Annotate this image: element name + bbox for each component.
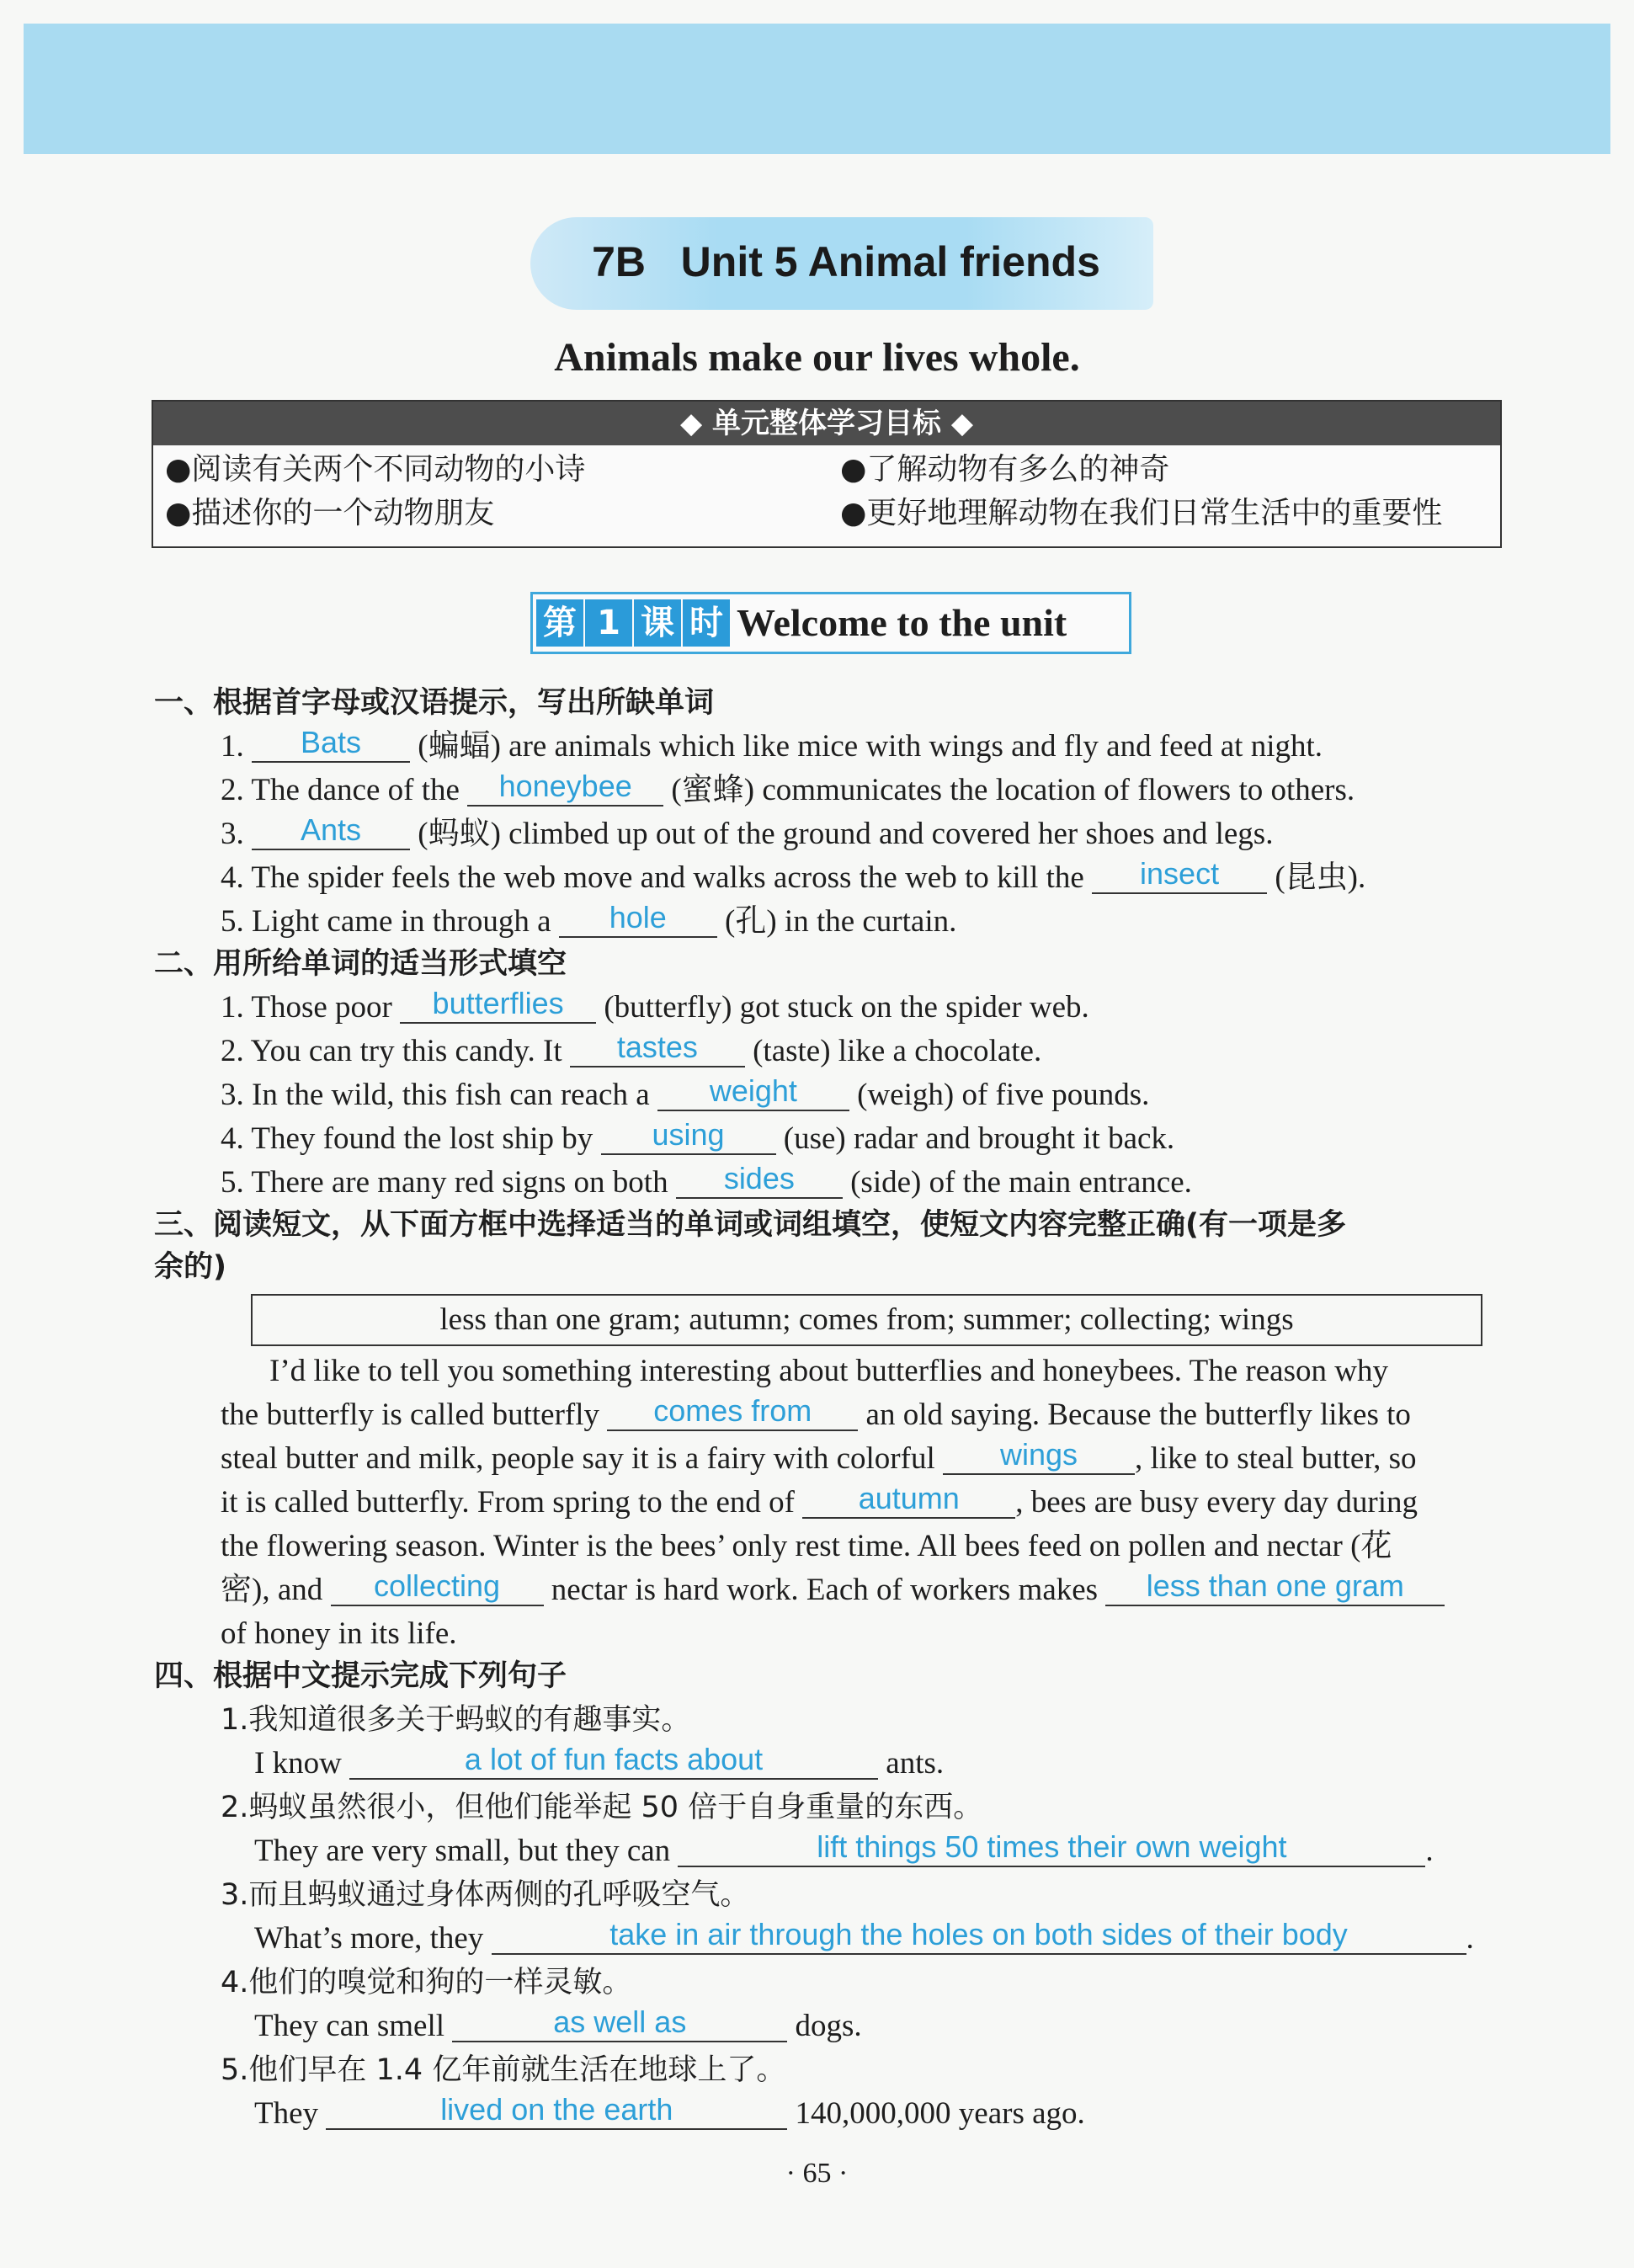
- exercise-line: 1. Those poor butterflies (butterfly) got stuck on the spider web.: [221, 986, 1089, 1025]
- answer-blank: Bats: [252, 724, 410, 763]
- lesson-char: 1: [585, 599, 632, 647]
- answer-blank: sides: [676, 1160, 843, 1199]
- section-4-heading: 四、根据中文提示完成下列句子: [154, 1659, 567, 1693]
- exercise-line: 2. The dance of the honeybee (蜜蜂) communicates the location of flowers to others.: [221, 769, 1355, 807]
- chinese-prompt: 4.他们的嗅觉和狗的一样灵敏。: [221, 1966, 632, 1999]
- translation-line: They can smell as well as dogs.: [254, 2004, 862, 2043]
- section-3-heading-cont: 余的): [154, 1250, 226, 1284]
- answer-blank: wings: [943, 1436, 1135, 1475]
- lesson-title: Welcome to the unit: [737, 601, 1067, 644]
- goal-item: ●阅读有关两个不同动物的小诗: [165, 452, 586, 487]
- answer-blank: collecting: [331, 1568, 544, 1606]
- exercise-line: 4. They found the lost ship by using (use) radar and brought it back.: [221, 1117, 1175, 1156]
- exercise-line: 5. There are many red signs on both sides (side) of the main entrance.: [221, 1161, 1192, 1200]
- chinese-prompt: 1.我知道很多关于蚂蚁的有趣事实。: [221, 1703, 691, 1737]
- translation-line: They lived on the earth 140,000,000 years ago.: [254, 2092, 1085, 2131]
- passage-line: the flowering season. Winter is the bees’ only rest time. All bees feed on pollen and nectar (花: [221, 1529, 1392, 1563]
- section-3-heading: 三、阅读短文，从下面方框中选择适当的单词或词组填空，使短文内容完整正确(有一项是多: [154, 1208, 1346, 1242]
- translation-line: What’s more, they take in air through the holes on both sides of their body .: [254, 1917, 1474, 1956]
- passage-line: steal butter and milk, people say it is a fairy with colorful wings , like to steal butter, so: [221, 1437, 1417, 1476]
- answer-blank: autumn: [802, 1480, 1015, 1519]
- word-choice-box: less than one gram; autumn; comes from; summer; collecting; wings: [251, 1294, 1482, 1346]
- unit-motto: Animals make our lives whole.: [554, 335, 1080, 380]
- passage-line: the butterfly is called butterfly comes from an old saying. Because the butterfly likes to: [221, 1393, 1411, 1432]
- lesson-title-box: [530, 592, 1131, 654]
- passage-line: it is called butterfly. From spring to the end of autumn , bees are busy every day during: [221, 1481, 1418, 1520]
- chinese-prompt: 5.他们早在 1.4 亿年前就生活在地球上了。: [221, 2053, 786, 2087]
- answer-blank: Ants: [252, 812, 410, 850]
- answer-blank: a lot of fun facts about: [349, 1741, 878, 1780]
- answer-blank: take in air through the holes on both sides of their body: [492, 1916, 1466, 1955]
- lesson-char: 时: [683, 599, 730, 647]
- answer-blank: weight: [657, 1073, 849, 1111]
- answer-blank: lift things 50 times their own weight: [678, 1829, 1425, 1867]
- exercise-line: 4. The spider feels the web move and walks across the web to kill the insect (昆虫).: [221, 856, 1366, 895]
- answer-blank: honeybee: [467, 768, 663, 807]
- exercise-line: 2. You can try this candy. It tastes (taste) like a chocolate.: [221, 1030, 1042, 1068]
- answer-blank: less than one gram: [1105, 1568, 1445, 1606]
- answer-blank: as well as: [452, 2004, 787, 2042]
- goal-item: ●描述你的一个动物朋友: [165, 496, 495, 530]
- unit-title: 7B Unit 5 Animal friends: [592, 238, 1100, 285]
- translation-line: They are very small, but they can lift things 50 times their own weight .: [254, 1829, 1434, 1868]
- answer-blank: using: [601, 1116, 776, 1155]
- answer-blank: comes from: [607, 1392, 858, 1431]
- answer-blank: insect: [1092, 855, 1267, 894]
- answer-blank: hole: [559, 899, 717, 938]
- answer-blank: lived on the earth: [326, 2091, 787, 2130]
- passage-line: of honey in its life.: [221, 1616, 457, 1651]
- passage-line: 密), and collecting nectar is hard work. Each of workers makes less than one gram: [221, 1569, 1445, 1611]
- lesson-char: 课: [634, 599, 681, 647]
- lesson-char: 第: [536, 599, 583, 647]
- page-number: · 65 ·: [785, 2158, 849, 2189]
- goal-item: ●了解动物有多么的神奇: [840, 452, 1170, 487]
- section-2-heading: 二、用所给单词的适当形式填空: [154, 947, 567, 981]
- exercise-line: 5. Light came in through a hole (孔) in the curtain.: [221, 900, 957, 939]
- section-1-heading: 一、根据首字母或汉语提示，写出所缺单词: [154, 686, 715, 720]
- learning-goals-box: [152, 400, 1502, 548]
- top-color-band: [24, 24, 1610, 154]
- goal-item: ●更好地理解动物在我们日常生活中的重要性: [840, 496, 1443, 530]
- chinese-prompt: 3.而且蚂蚁通过身体两侧的孔呼吸空气。: [221, 1878, 750, 1912]
- exercise-line: 3. In the wild, this fish can reach a weight (weigh) of five pounds.: [221, 1073, 1150, 1112]
- exercise-line: 1. Bats (蝙蝠) are animals which like mice with wings and fly and feed at night.: [221, 725, 1323, 764]
- translation-line: I know a lot of fun facts about ants.: [254, 1742, 945, 1781]
- chinese-prompt: 2.蚂蚁虽然很小，但他们能举起 50 倍于自身重量的东西。: [221, 1791, 983, 1824]
- passage-line: I’d like to tell you something interesting about butterflies and honeybees. The reason why: [269, 1354, 1388, 1388]
- answer-blank: butterflies: [400, 985, 596, 1024]
- answer-blank: tastes: [570, 1029, 745, 1067]
- exercise-line: 3. Ants (蚂蚁) climbed up out of the ground and covered her shoes and legs.: [221, 812, 1274, 851]
- goals-header: ◆ 单元整体学习目标 ◆: [153, 402, 1500, 445]
